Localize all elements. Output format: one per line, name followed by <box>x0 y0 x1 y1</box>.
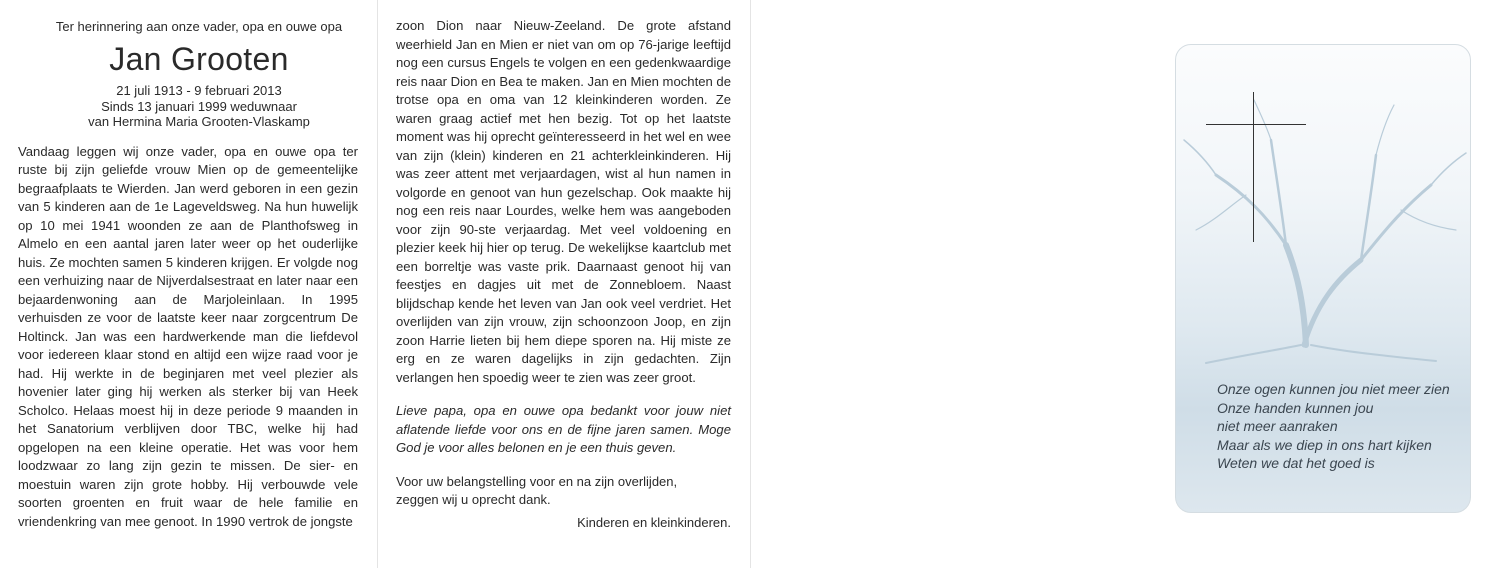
thanks-line-1: Voor uw belangstelling voor en na zijn overlijden, <box>396 473 678 489</box>
deceased-name: Jan Grooten <box>109 41 289 77</box>
intro-line: Ter herinnering aan onze vader, opa en ouwe opa <box>55 19 343 34</box>
poem-line-2: Onze handen kunnen jou <box>1217 399 1374 416</box>
biography-text: Vandaag leggen wij onze vader, opa en ouwe opa ter ruste bij zijn geliefde vrouw Mien op de gemeentelijke begraafplaats te Wierden. Jan werd geboren in een gezin van 5 kinderen aan de 1e Lageveldsweg. Na hun huwelijk op 10 mei 1941 woonden ze aan de Planthofsweg in Almelo en een aantal jaren later weer op het ouderlijke huis. Ze mochten samen 5 kinderen krijgen. Er volgde nog een verhuizing naar de Nijverdalsestraat en later naar een bejaardenwoning aan de Marjoleinlaan. In 1995 verhuisden ze voor de laatste keer naar zorgcentrum De Holtinck. Jan was een hardwerkende man die liefdevol voor iedereen klaar stond en altijd een wijze raad voor je had. Hij werkte in de beginjaren met veel plezier als hovenier later ging hij werken als sterker bij van Heek Scholco. Helaas moest hij in deze periode 9 maanden in het Sanatorium verblijven door TBC, welke hij had opgelopen na een kleine operatie. Het was voor hem loodzwaar zo lang zijn gezin te missen. De sier- en moestuin waren zijn grote hobby. Hij verbouwde vele soorten groenten en fruit waar de hele familie en vriendenkring van mee genoot. In 1990 vertrok de jongste <box>18 143 358 529</box>
cross-vertical-bar <box>1253 92 1254 242</box>
middle-column <box>396 17 731 532</box>
signature: Kinderen en kleinkinderen. <box>577 514 731 530</box>
left-column <box>18 18 358 531</box>
poem-line-3: niet meer aanraken <box>1217 418 1338 435</box>
widower-line-1: Sinds 13 januari 1999 weduwnaar <box>101 98 297 114</box>
poem-line-4: Maar als we diep in ons hart kijken <box>1217 436 1432 453</box>
biography-continued: zoon Dion naar Nieuw-Zeeland. De grote afstand weerhield Jan en Mien er niet van om op 76-jarige leeftijd nog een cursus Engels te volgen en een gedenkwaardige reis naar Dion en Bea te maken. Jan en Mien mochten de trotse opa en oma van 12 kleinkinderen worden. Ze waren graag actief met hen bezig. Tot op het laatste moment was hij oprecht geïnteresseerd in het wel en wee van zijn (klein) kinderen en 21 achterkleinkinderen. Hij was zeer attent met verjaardagen, wist al hun namen in volgorde en genoot van hun gezelschap. Ook maakte hij nog een reis naar Lourdes, welke hem was aangeboden voor zijn 90-ste verjaardag. Met veel voldoening en plezier keek hij hier op terug. De wekelijkse kaartclub met een borreltje was vaste prik. Daarnaast genoot hij van feestjes en dagjes uit met de Zonnebloem. Naast blijdschap kende het leven van Jan ook veel verdriet. Het overlijden van zijn vrouw, zijn schoonzoon Joop, en zijn zoon Harrie lieten bij hem diepe sporen na. Hij miste ze erg en ze waren dagelijks in zijn gedachten. Zijn verlangen hen spoedig weer te zien was zeer groot. <box>396 18 731 385</box>
fold-line-left <box>377 0 378 568</box>
poem-line-5: Weten we dat het goed is <box>1217 455 1375 472</box>
poem <box>1217 380 1450 473</box>
thanks-line-2: zeggen wij u oprecht dank. <box>396 492 551 507</box>
widower-line-2: van Hermina Maria Grooten-Vlaskamp <box>88 114 310 129</box>
cross-horizontal-bar <box>1206 124 1306 125</box>
farewell-text: Lieve papa, opa en ouwe opa bedankt voor jouw niet aflatende liefde voor ons en de fijne jaren samen. Moge God je voor alles belonen en je een thuis geven. <box>396 403 731 455</box>
poem-line-1: Onze ogen kunnen jou niet meer zien <box>1217 381 1450 397</box>
fold-line-middle <box>750 0 751 568</box>
life-dates: 21 juli 1913 - 9 februari 2013 <box>116 83 282 98</box>
